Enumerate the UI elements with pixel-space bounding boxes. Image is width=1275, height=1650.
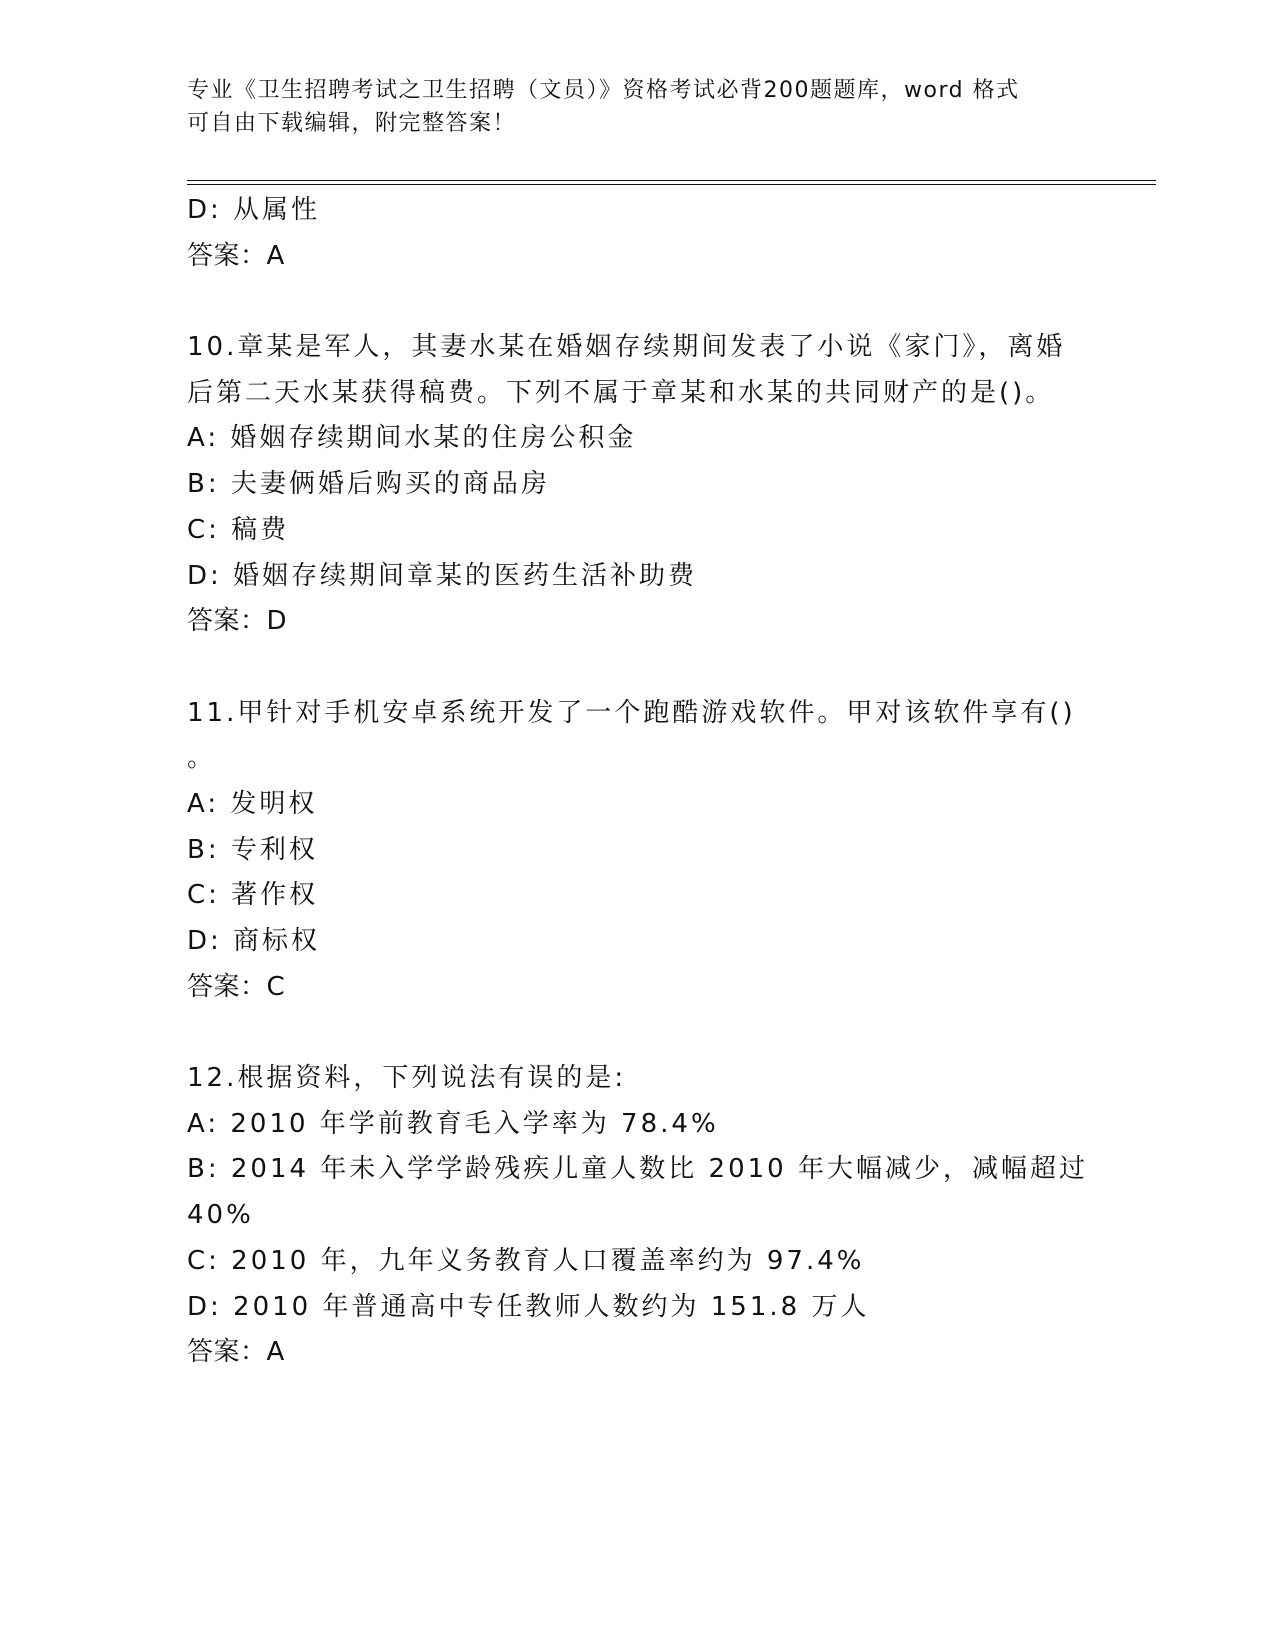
question-stem-line-1: 12.根据资料，下列说法有误的是: bbox=[187, 1063, 627, 1094]
question-stem-line-1: 11.甲针对手机安卓系统开发了一个跑酷游戏软件。甲对该软件享有() bbox=[187, 697, 1076, 728]
answer-line: 答案：A bbox=[187, 240, 285, 271]
header-title-line-2: 可自由下载编辑，附完整答案！ bbox=[187, 111, 517, 136]
question-spacer bbox=[187, 645, 1087, 691]
header-divider-bottom bbox=[187, 184, 1156, 185]
option-c: C: 著作权 bbox=[187, 880, 319, 911]
option-b: B: 夫妻俩婚后购买的商品房 bbox=[187, 469, 550, 500]
question-list bbox=[187, 188, 1087, 1376]
document-header bbox=[187, 74, 1087, 140]
option-a: A: 2010 年学前教育毛入学率为 78.4% bbox=[187, 1108, 719, 1139]
question-stem-line-2: 。 bbox=[187, 743, 217, 774]
answer-line: 答案：D bbox=[187, 606, 288, 637]
question-9-carryover bbox=[187, 188, 1087, 279]
header-title-line-1: 专业《卫生招聘考试之卫生招聘（文员）》资格考试必背200题题库，word 格式 bbox=[187, 78, 1020, 103]
question-stem-line-1: 10.章某是军人，其妻水某在婚姻存续期间发表了小说《家门》，离婚 bbox=[187, 332, 1066, 363]
option-c: C: 2010 年，九年义务教育人口覆盖率约为 97.4% bbox=[187, 1245, 865, 1276]
option-d: D: 从属性 bbox=[187, 195, 321, 225]
option-d: D: 2010 年普通高中专任教师人数约为 151.8 万人 bbox=[187, 1291, 870, 1322]
option-a: A: 发明权 bbox=[187, 788, 318, 819]
question-spacer bbox=[187, 279, 1087, 325]
answer-line: 答案：C bbox=[187, 971, 286, 1002]
question-stem-line-2: 后第二天水某获得稿费。下列不属于章某和水某的共同财产的是()。 bbox=[187, 377, 1055, 408]
question-12 bbox=[187, 1056, 1087, 1376]
option-b-line-2: 40% bbox=[187, 1200, 254, 1231]
question-spacer bbox=[187, 1010, 1087, 1056]
header-divider-top bbox=[187, 180, 1156, 181]
question-11 bbox=[187, 691, 1087, 1011]
option-b-line-1: B: 2014 年未入学学龄残疾儿童人数比 2010 年大幅减少，减幅超过 bbox=[187, 1154, 1088, 1185]
option-a: A: 婚姻存续期间水某的住房公积金 bbox=[187, 423, 637, 454]
option-b: B: 专利权 bbox=[187, 834, 318, 865]
option-d: D: 商标权 bbox=[187, 926, 321, 956]
question-10 bbox=[187, 325, 1087, 645]
option-c: C: 稿费 bbox=[187, 514, 290, 545]
option-d: D: 婚姻存续期间章某的医药生活补助费 bbox=[187, 560, 698, 591]
answer-line: 答案：A bbox=[187, 1337, 285, 1368]
